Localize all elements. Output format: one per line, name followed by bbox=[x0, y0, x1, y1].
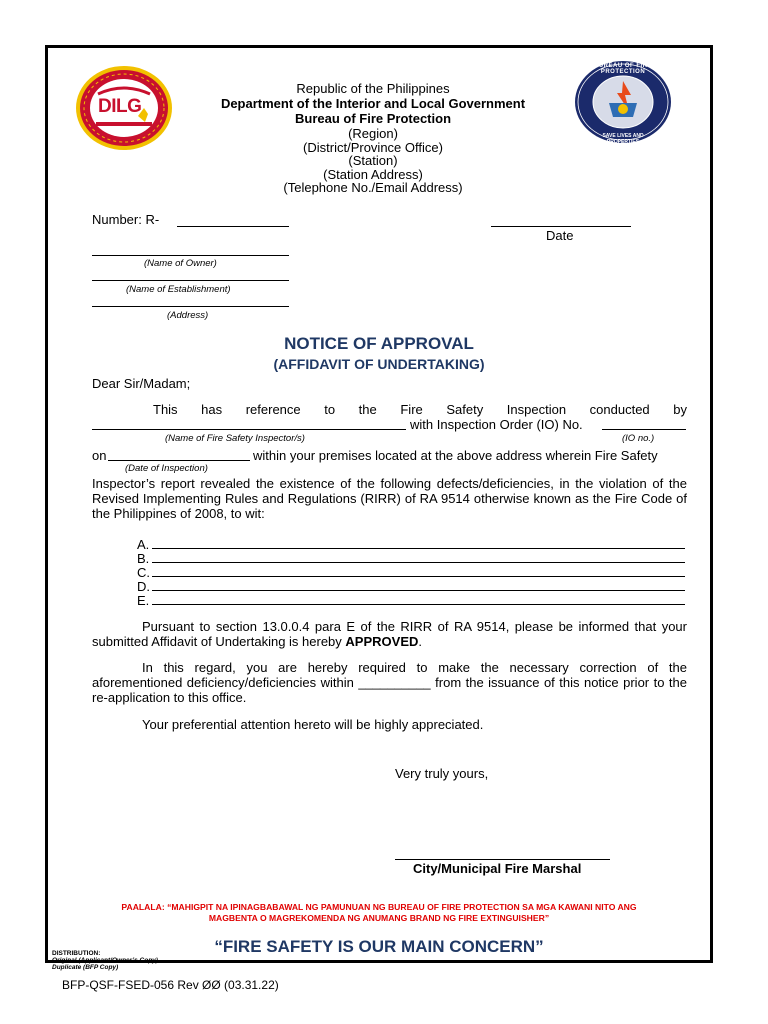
district-line: (District/Province Office) bbox=[303, 139, 443, 155]
deficiency-letter: B. bbox=[137, 551, 150, 566]
paalala-line-1: PAALALA: “MAHIGPIT NA IPINAGBABAWAL NG PAMUNUAN NG BUREAU OF FIRE PROTECTION SA MGA KAWANI NITO ANG bbox=[121, 902, 637, 912]
deficiency-letter: A. bbox=[137, 537, 150, 552]
p2-end: . bbox=[418, 634, 423, 649]
inspector-blank[interactable] bbox=[92, 429, 406, 430]
closing: Very truly yours, bbox=[395, 766, 489, 781]
p1-start-text: This has reference to the Fire Safety Inspection conducted by bbox=[153, 402, 687, 417]
io-number-blank[interactable] bbox=[602, 429, 686, 430]
inspector-caption: (Name of Fire Safety Inspector/s) bbox=[165, 433, 305, 444]
deficiency-letter: E. bbox=[137, 593, 150, 608]
distribution-duplicate: Duplicate (BFP Copy) bbox=[52, 964, 119, 971]
deficiency-blank[interactable] bbox=[152, 548, 685, 549]
distribution-original-note: (Applicant/Owner’s Copy) bbox=[78, 957, 158, 964]
deficiency-blank[interactable] bbox=[152, 590, 685, 591]
form-code: BFP-QSF-FSED-056 Rev ØØ (03.31.22) bbox=[62, 978, 279, 992]
dilg-logo-text: DILG bbox=[98, 96, 142, 117]
owner-caption: (Name of Owner) bbox=[144, 258, 217, 269]
date-label: Date bbox=[546, 228, 574, 243]
bfp-bottom-text: SAVE LIVES AND PROPERTIES bbox=[602, 133, 644, 145]
premises-text: within your premises located at the above address wherein Fire Safety bbox=[253, 448, 658, 463]
station-line: (Station) bbox=[348, 153, 398, 168]
establishment-blank[interactable] bbox=[92, 280, 289, 281]
p1-rest: Inspector’s report revealed the existence of the following defects/deficiencies, in the violation of the Revised Implementing Rules and Regulations (RIRR) of RA 9514 otherwise known as the Fire Code of the Philippines of 2008, to wit: bbox=[92, 476, 687, 521]
region-line: (Region) bbox=[348, 126, 398, 141]
deficiency-item bbox=[137, 564, 685, 578]
salutation: Dear Sir/Madam; bbox=[92, 376, 191, 391]
deficiency-item bbox=[137, 592, 685, 606]
io-text: with Inspection Order (IO) No. bbox=[410, 417, 583, 432]
number-blank[interactable] bbox=[177, 226, 289, 227]
approved-word: APPROVED bbox=[345, 634, 419, 649]
deficiency-letter: D. bbox=[137, 579, 150, 594]
p3-text-b: from the issuance of this notice prior to the re-application to this office. bbox=[92, 675, 687, 705]
deficiency-item bbox=[137, 536, 685, 550]
distribution-label: DISTRIBUTION: bbox=[52, 950, 101, 957]
number-label: Number: R- bbox=[92, 212, 160, 227]
paalala-notice bbox=[50, 902, 708, 924]
deficiency-item bbox=[137, 550, 685, 564]
distribution-original bbox=[52, 957, 202, 964]
contact-line: (Telephone No./Email Address) bbox=[283, 180, 463, 195]
inspection-date-blank[interactable] bbox=[108, 460, 250, 461]
inspection-date-caption: (Date of Inspection) bbox=[125, 463, 208, 474]
dilg-logo bbox=[74, 64, 174, 152]
p4-paragraph: Your preferential attention hereto will be highly appreciated. bbox=[142, 717, 484, 732]
paalala-line-2: MAGBENTA O MAGREKOMENDA NG ANUMANG BRAND NG FIRE EXTINGUISHER” bbox=[208, 913, 550, 923]
p1-first-line bbox=[153, 402, 687, 417]
deficiency-blank[interactable] bbox=[152, 576, 685, 577]
slogan: “FIRE SAFETY IS OUR MAIN CONCERN” bbox=[214, 937, 544, 956]
p2-paragraph bbox=[92, 619, 687, 649]
correction-period-blank[interactable]: __________ bbox=[358, 675, 431, 690]
signature-line[interactable] bbox=[395, 859, 610, 860]
address-caption: (Address) bbox=[167, 310, 209, 321]
io-caption: (IO no.) bbox=[622, 433, 655, 444]
deficiency-list bbox=[137, 536, 685, 606]
date-blank[interactable] bbox=[491, 226, 631, 227]
deficiency-letter: C. bbox=[137, 565, 150, 580]
on-label: on bbox=[92, 448, 107, 463]
bfp-ring-text: BUREAU OF FIRE PROTECTION bbox=[594, 63, 652, 75]
department-line: Department of the Interior and Local Government bbox=[220, 96, 526, 111]
republic-line: Republic of the Philippines bbox=[296, 81, 450, 96]
address-blank[interactable] bbox=[92, 306, 289, 307]
deficiency-item bbox=[137, 578, 685, 592]
distribution bbox=[52, 950, 202, 971]
p3-paragraph bbox=[92, 660, 687, 705]
signatory-title: City/Municipal Fire Marshal bbox=[413, 861, 582, 876]
notice-subtitle: (AFFIDAVIT OF UNDERTAKING) bbox=[273, 356, 485, 372]
p2-text: Pursuant to section 13.0.0.4 para E of the RIRR of RA 9514, please be informed that your submitted Affidavit of Undertaking is hereby bbox=[92, 619, 687, 649]
letterhead bbox=[190, 81, 556, 195]
owner-blank[interactable] bbox=[92, 255, 289, 256]
establishment-caption: (Name of Establishment) bbox=[126, 284, 231, 295]
notice-title: NOTICE OF APPROVAL bbox=[284, 334, 474, 353]
bfp-logo bbox=[573, 59, 673, 145]
deficiency-blank[interactable] bbox=[152, 604, 685, 605]
deficiency-blank[interactable] bbox=[152, 562, 685, 563]
station-address-line: (Station Address) bbox=[323, 166, 423, 182]
p3-text-a: In this regard, you are hereby required to make the necessary correction of the aforementioned deficiency/deficiencies within bbox=[92, 660, 687, 690]
bureau-line: Bureau of Fire Protection bbox=[294, 111, 452, 126]
distribution-original-label: Original bbox=[52, 957, 77, 964]
